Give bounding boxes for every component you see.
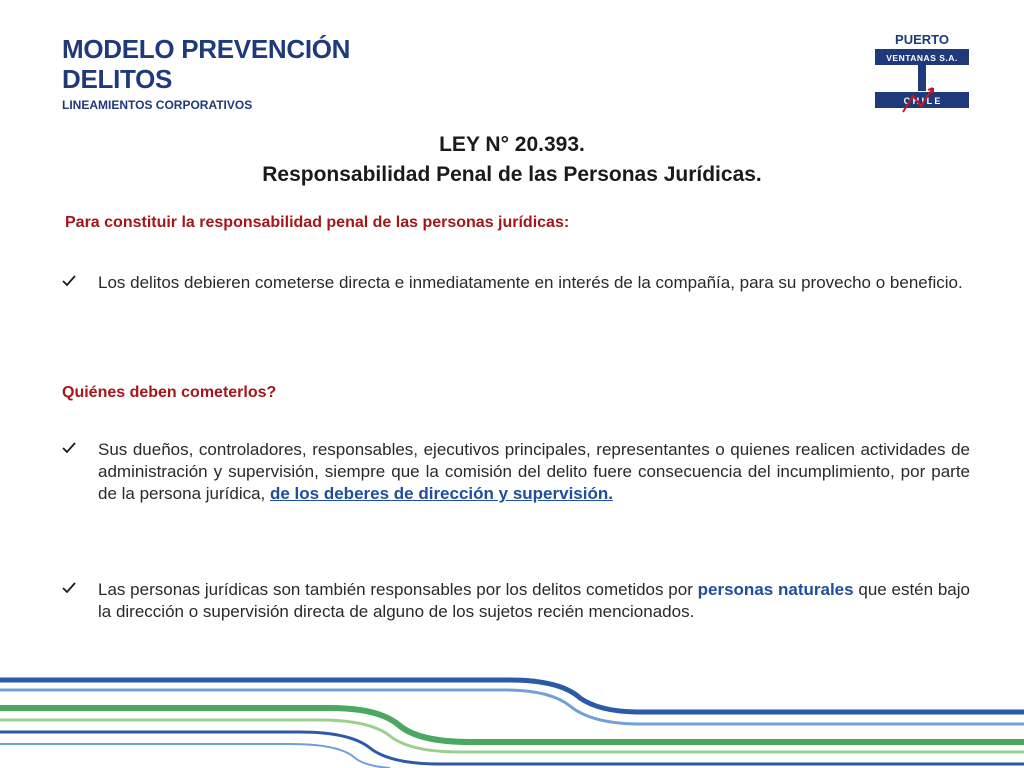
law-number: LEY N° 20.393. [439, 133, 585, 156]
logo-bottom-text: C H I L E [903, 96, 941, 106]
bullet-text [98, 579, 970, 623]
bullet-body-after: que estén bajo la dirección o supervisión directa de alguno de los sujetos recién mencionados. [98, 580, 970, 621]
footer-decoration [0, 668, 1024, 768]
bullet-text [98, 439, 970, 505]
bullet-item [62, 439, 970, 505]
slide-title-line2: DELITOS [62, 64, 173, 94]
checkmark-icon [62, 579, 98, 623]
checkmark-icon [62, 272, 98, 294]
highlight-natural-persons: personas naturales [697, 580, 854, 599]
duties-link[interactable]: de los deberes de dirección y supervisión. [270, 484, 613, 503]
question-heading: Quiénes deben cometerlos? [62, 384, 277, 401]
bullet-body-before: Las personas jurídicas son también responsables por los delitos cometidos por [98, 580, 698, 599]
slide-subtitle: LINEAMIENTOS CORPORATIVOS [62, 98, 253, 112]
slide-header [62, 34, 482, 112]
bullet-body: Sus dueños, controladores, responsables, ejecutivos principales, representantes o quienes realicen actividades de administración y supervisión, siempre que la comisión del delito fuere consecuencia del incumplimiento, por parte de la persona jurídica, [98, 440, 970, 503]
slide-title-line1: MODELO PREVENCIÓN [62, 34, 351, 64]
checkmark-icon [62, 439, 98, 505]
law-title: Responsabilidad Penal de las Personas Jurídicas. [262, 163, 762, 186]
bullet-text: Los delitos debieren cometerse directa e inmediatamente en interés de la compañía, para su provecho o beneficio. [98, 273, 963, 292]
intro-text: Para constituir la responsabilidad penal de las personas jurídicas: [65, 214, 570, 231]
bullet-item [62, 272, 970, 294]
law-heading [0, 130, 1024, 190]
logo-middle-text: VENTANAS S.A. [886, 53, 958, 63]
bullet-item [62, 579, 970, 623]
logo-top-text: PUERTO [895, 32, 949, 47]
company-logo [873, 30, 971, 114]
